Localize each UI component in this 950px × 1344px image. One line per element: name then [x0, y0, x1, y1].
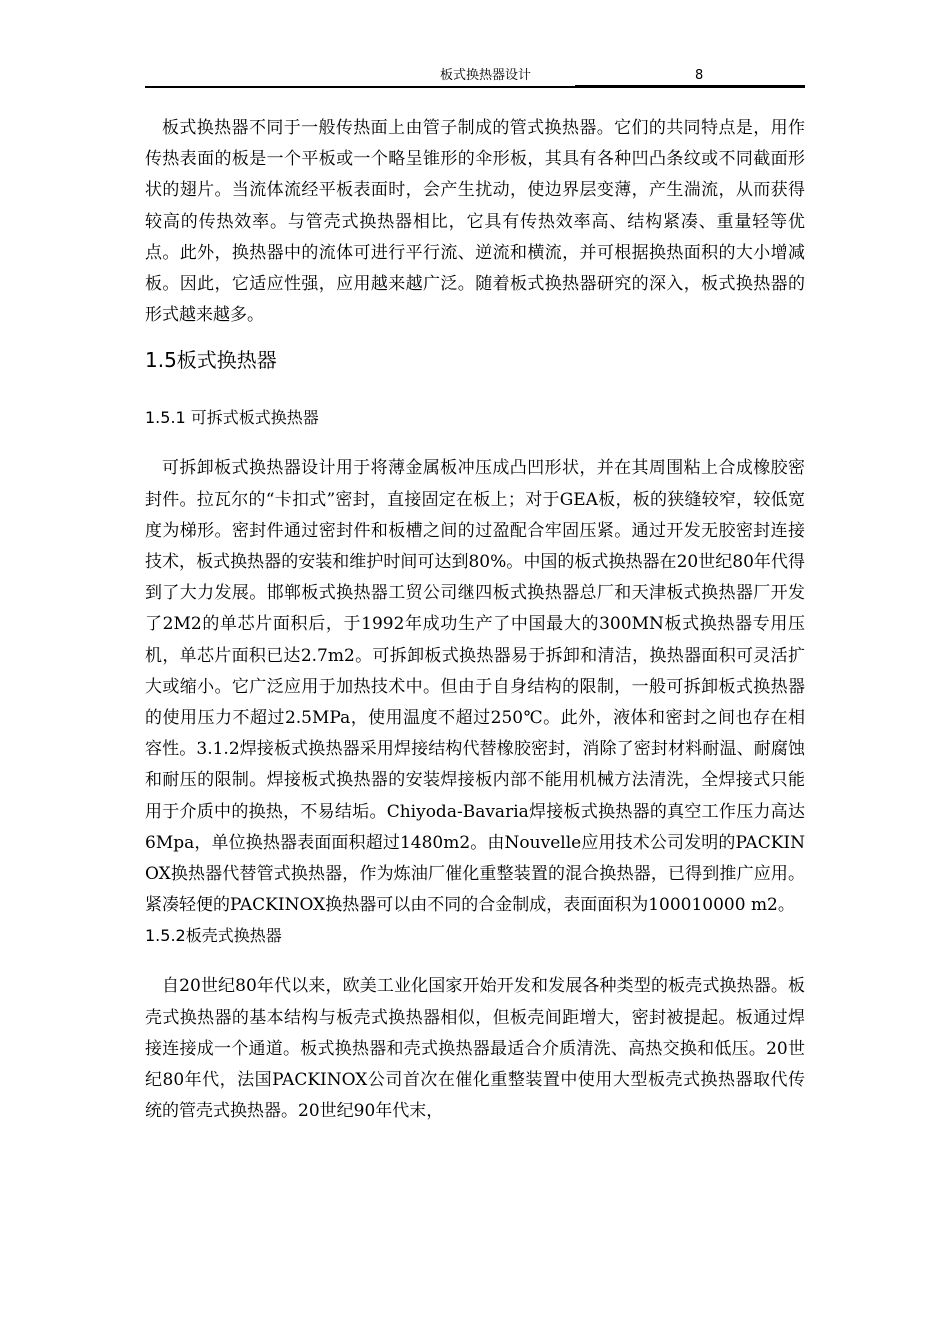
subsection-heading-1-5-1: 1.5.1 可拆式板式换热器 — [145, 408, 319, 428]
paragraph-intro: 板式换热器不同于一般传热面上由管子制成的管式换热器。它们的共同特点是，用作传热表面的板是一个平板或一个略呈锥形的伞形板，其具有各种凹凸条纹或不同截面形状的翅片。当流体流经平板表面时，会产生扰动，使边界层变薄，产生湍流，从而获得较高的传热效率。与管壳式换热器相比，它具有传热效率高、结构紧凑、重量轻等优点。此外，换热器中的流体可进行平行流、逆流和横流，并可根据换热面积的大小增减板。因此，它适应性强，应用越来越广泛。随着板式换热器研究的深入，板式换热器的形式越来越多。 — [145, 118, 805, 326]
header-page-number: 8 — [695, 68, 704, 83]
section-heading-1-5: 1.5板式换热器 — [145, 348, 277, 373]
paragraph-detachable: 可拆卸板式换热器设计用于将薄金属板冲压成凸凹形状，并在其周围粘上合成橡胶密封件。拉瓦尔的“卡扣式”密封，直接固定在板上；对于GEA板，板的狭缝较窄，较低宽度为梯形。密封件通过密封件和板槽之间的过盈配合牢固压紧。通过开发无胶密封连接技术，板式换热器的安装和维护时间可达到80%。中国的板式换热器在20世纪80年代得到了大力发展。邯郸板式换热器工贸公司继四板式换热器总厂和天津板式换热器厂开发了2M2的单芯片面积后，于1992年成功生产了中国最大的300MN板式换热器专用压机，单芯片面积已达2.7m2。可拆卸板式换热器易于拆卸和清洁，换热器面积可灵活扩大或缩小。它广泛应用于加热技术中。但由于自身结构的限制，一般可拆卸板式换热器的使用压力不超过2.5MPa，使用温度不超过250℃。此外，液体和密封之间也存在相容性。3.1.2焊接板式换热器采用焊接结构代替橡胶密封，消除了密封材料耐温、耐腐蚀和耐压的限制。焊接板式换热器的安装焊接板内部不能用机械方法清洗，全焊接式只能用于介质中的换热，不易结垢。Chiyoda-Bavaria焊接板式换热器的真空工作压力高达6Mpa，单位换热器表面面积超过1480m2。由Nouvelle应用技术公司发明的PACKINOX换热器代替管式换热器，作为炼油厂催化重整装置的混合换热器，已得到推广应用。紧凑轻便的PACKINOX换热器可以由不同的合金制成，表面面积为100010000 m2。 — [145, 458, 805, 916]
subsection-heading-1-5-2: 1.5.2板壳式换热器 — [145, 926, 282, 946]
page-body — [145, 113, 805, 1127]
page-header — [145, 66, 805, 88]
paragraph-plate-shell: 自20世纪80年代以来，欧美工业化国家开始开发和发展各种类型的板壳式换热器。板壳式换热器的基本结构与板壳式换热器相似，但板壳间距增大，密封被提起。板通过焊接连接成一个通道。板式换热器和壳式换热器最适合介质清洗、高热交换和低压。20世纪80年代，法国PACKINOX公司首次在催化重整装置中使用大型板壳式换热器取代传统的管壳式换热器。20世纪90年代末， — [145, 976, 805, 1122]
header-title: 板式换热器设计 — [440, 68, 532, 83]
header-rule-accent — [575, 85, 805, 88]
